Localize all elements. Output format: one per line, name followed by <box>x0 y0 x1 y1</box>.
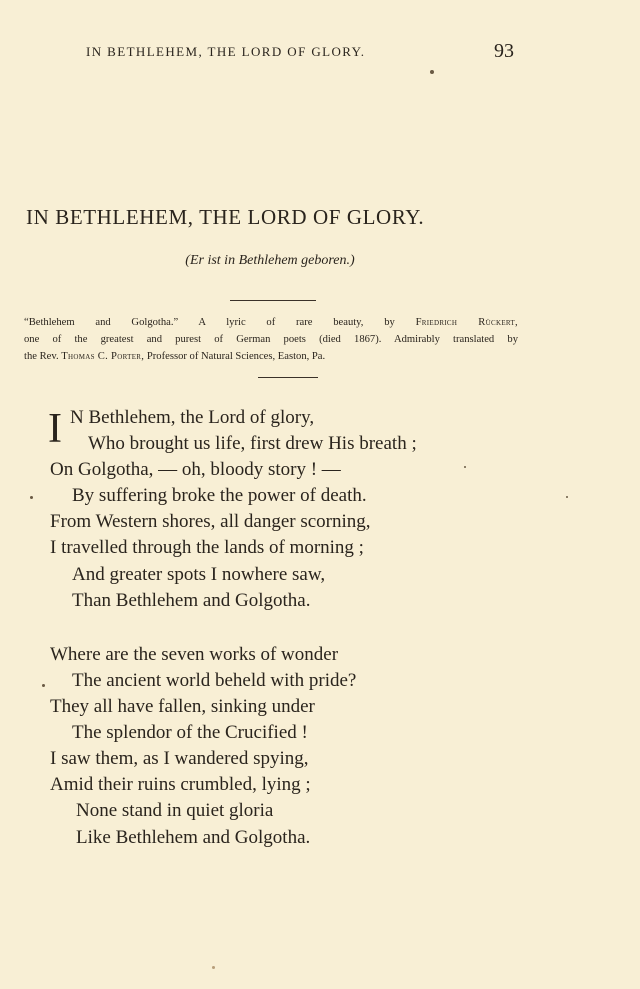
note-author: Friedrich Rückert, <box>415 317 519 328</box>
stanza2-line: Where are the seven works of wonder <box>50 644 339 665</box>
stanza2-line: The ancient world beheld with pride? <box>72 670 357 691</box>
page-number: 93 <box>494 40 514 62</box>
stanza1-line: On Golgotha, — oh, bloody story ! — <box>50 459 341 480</box>
note-line-1 <box>24 314 518 331</box>
stanza2-line: Like Bethlehem and Golgotha. <box>76 827 311 848</box>
running-head: IN BETHLEHEM, THE LORD OF GLORY. <box>86 44 366 59</box>
divider-top <box>230 300 316 301</box>
stanza1-line: By suffering broke the power of death. <box>72 485 367 506</box>
note-text: Professor of Natural Sciences, Easton, Pa. <box>146 351 326 362</box>
page-speck <box>566 496 568 498</box>
note-line-3 <box>24 348 518 365</box>
page-speck <box>30 496 33 499</box>
stanza2-line: They all have fallen, sinking under <box>50 696 315 717</box>
stanza2-line: Amid their ruins crumbled, lying ; <box>50 774 311 795</box>
page-speck <box>42 684 45 687</box>
page-speck <box>464 466 466 468</box>
page-speck <box>212 966 215 969</box>
note-text: the Rev. <box>24 351 59 362</box>
poem-title: IN BETHLEHEM, THE LORD OF GLORY. <box>26 205 425 229</box>
stanza1-line: From Western shores, all danger scorning, <box>50 511 371 532</box>
note-line-2: one of the greatest and purest of German poets (died 1867). Admirably translated by <box>24 334 518 345</box>
stanza2-line: The splendor of the Crucified ! <box>72 722 308 743</box>
stanza1-line: I travelled through the lands of morning ; <box>50 537 364 558</box>
stanza1-line: N Bethlehem, the Lord of glory, <box>70 407 315 428</box>
note-translator: Thomas C. Porter, <box>61 351 145 362</box>
poem-subtitle: (Er ist in Bethlehem geboren.) <box>185 253 355 268</box>
stanza2-line: None stand in quiet gloria <box>76 800 274 821</box>
divider-bottom <box>258 377 318 378</box>
editorial-note <box>24 314 518 365</box>
stanza1-line: Who brought us life, first drew His breath ; <box>88 433 417 454</box>
note-text: “Bethlehem and Golgotha.” A lyric of rare beauty, by <box>24 317 395 328</box>
page-speck <box>430 70 434 74</box>
stanza1-line: And greater spots I nowhere saw, <box>72 564 326 585</box>
drop-cap: I <box>48 406 62 452</box>
stanza2-line: I saw them, as I wandered spying, <box>50 748 309 769</box>
stanza1-line: Than Bethlehem and Golgotha. <box>72 590 311 611</box>
